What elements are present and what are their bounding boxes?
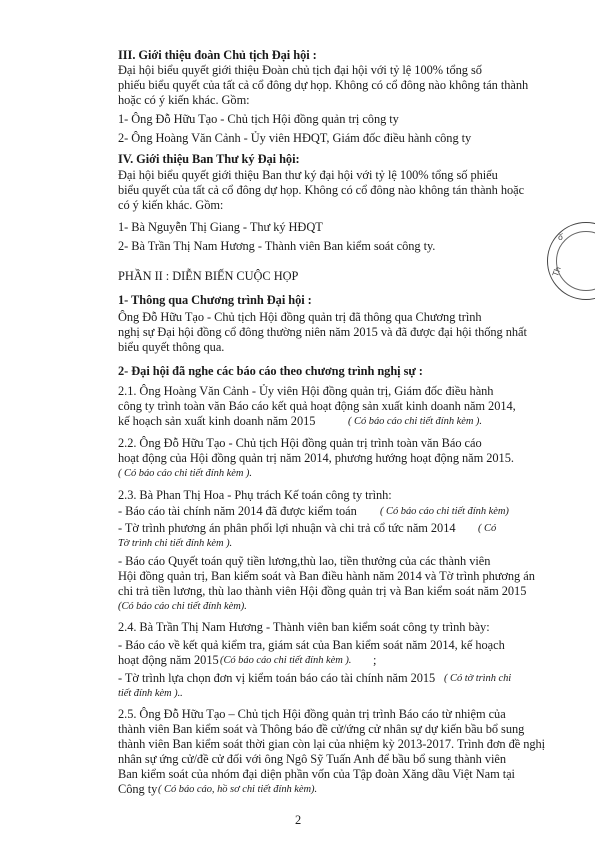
text-line: 2.2. Ông Đỗ Hữu Tạo - Chủ tịch Hội đồng quản trị trình toàn văn Báo cáo	[118, 436, 482, 450]
text-line: nhân sự ứng cử/đề cử đối với ông Ngô Sỹ Tuấn Anh để bầu bổ sung thành viên	[118, 752, 506, 766]
text-line: 2- Đại hội đã nghe các báo cáo theo chương trình nghị sự :	[118, 364, 423, 378]
text-line: công ty trình toàn văn Báo cáo kết quả hoạt động sản xuất kinh doanh năm 2014,	[118, 399, 516, 413]
text-line: thành viên Ban kiểm soát và Thông báo đề cử/ứng cử nhân sự dự kiến bầu bổ sung	[118, 722, 525, 736]
text-line: 1- Ông Đỗ Hữu Tạo - Chủ tịch Hội đồng quản trị công ty	[118, 112, 399, 126]
text-line: 2	[295, 813, 302, 827]
text-line: 1- Bà Nguyễn Thị Giang - Thư ký HĐQT	[118, 220, 323, 234]
text-line: ( Có tờ trình chi	[444, 673, 512, 684]
text-line: III. Giới thiệu đoàn Chủ tịch Đại hội :	[118, 48, 317, 62]
seal-letters-left: Th	[551, 265, 563, 278]
text-line: Ông Đỗ Hữu Tạo - Chủ tịch Hội đồng quản trị đã thông qua Chương trình	[118, 310, 482, 324]
text-line: - Báo cáo Quyết toán quỹ tiền lương,thù lao, tiền thưởng của các thành viên	[118, 554, 491, 568]
text-line: phiếu biểu quyết của tất cả cổ đông dự họp. Không có cổ đông nào không tán thành	[118, 78, 529, 92]
text-line: hoặc có ý kiến khác. Gồm:	[118, 93, 250, 107]
text-line: 2.1. Ông Hoàng Văn Cảnh - Ủy viên Hội đồng quản trị, Giám đốc điều hành	[118, 384, 494, 398]
text-line: IV. Giới thiệu Ban Thư ký Đại hội:	[118, 152, 300, 166]
text-line: Công ty	[118, 782, 158, 796]
text-line: Ban kiểm soát của nhóm đại diện phần vốn của Tập đoàn Xăng dầu Việt Nam tại	[118, 767, 515, 781]
text-line: thành viên Ban kiểm soát thời gian còn lại của nhiệm kỳ 2013-2017. Trình đơn đề nghị	[118, 737, 546, 751]
text-line: Đại hội biểu quyết giới thiệu Đoàn chủ tịch đại hội với tỷ lệ 100% tổng số	[118, 63, 482, 77]
text-line: - Báo cáo về kết quả kiểm tra, giám sát của Ban kiểm soát năm 2014, kế hoạch	[118, 638, 505, 652]
text-line: ;	[373, 653, 377, 667]
text-line: nghị sự Đại hội đồng cổ đông thường niên năm 2015 và đã được đại hội thống nhất	[118, 325, 527, 339]
text-line: ( Có	[478, 523, 497, 534]
text-line: biểu quyết thông qua.	[118, 340, 225, 354]
text-line: Đại hội biểu quyết giới thiệu Ban thư ký đại hội với tỷ lệ 100% tổng số phiếu	[118, 168, 498, 182]
text-line: kế hoạch sản xuất kinh doanh năm 2015	[118, 414, 316, 428]
text-line: - Tờ trình phương án phân phối lợi nhuận và chi trả cổ tức năm 2014	[118, 521, 456, 535]
text-line: PHẦN II : DIỄN BIẾN CUỘC HỌP	[118, 269, 299, 283]
text-line: ( Có báo cáo chi tiết đính kèm ).	[118, 468, 252, 479]
text-line: 2- Bà Trần Thị Nam Hương - Thành viên Ban kiểm soát công ty.	[118, 239, 436, 253]
text-line: ( Có báo cáo, hồ sơ chi tiết đính kèm).	[158, 784, 318, 795]
text-line: - Tờ trình lựa chọn đơn vị kiểm toán báo cáo tài chính năm 2015	[118, 671, 436, 685]
text-line: 2.4. Bà Trần Thị Nam Hương - Thành viên ban kiểm soát công ty trình bày:	[118, 620, 490, 634]
seal-letter-top: ố	[558, 233, 563, 242]
text-line: Tờ trình chi tiết đính kèm ).	[118, 538, 233, 549]
text-line: (Có báo cáo chi tiết đính kèm ).	[220, 655, 352, 666]
text-line: hoạt động năm 2015	[118, 653, 219, 667]
text-line: ( Có báo cáo chi tiết đính kèm ).	[348, 416, 482, 427]
text-line: Hội đồng quản trị, Ban kiểm soát và Ban điều hành năm 2014 và Tờ trình phương án	[118, 569, 535, 583]
text-line: ( Có báo cáo chi tiết đính kèm)	[380, 506, 509, 517]
text-line: 2- Ông Hoàng Văn Cảnh - Ủy viên HĐQT, Giám đốc điều hành công ty	[118, 131, 472, 145]
text-line: 1- Thông qua Chương trình Đại hội :	[118, 293, 312, 307]
text-line: biểu quyết của tất cả cổ đông dự họp. Không có cổ đông nào không tán thành hoặc	[118, 183, 525, 197]
text-line: chi trả tiền lương, thù lao thành viên Hội đồng quản trị và Ban kiểm soát năm 2015	[118, 584, 527, 598]
text-line: tiết đính kèm )..	[118, 688, 183, 699]
text-line: - Báo cáo tài chính năm 2014 đã được kiểm toán	[118, 504, 357, 518]
text-line: (Có báo cáo chi tiết đính kèm).	[118, 601, 247, 612]
text-line: 2.5. Ông Đỗ Hữu Tạo – Chủ tịch Hội đồng quản trị trình Báo cáo từ nhiệm của	[118, 707, 506, 721]
text-line: hoạt động của Hội đồng quản trị năm 2014, phương hướng hoạt động năm 2015.	[118, 451, 514, 465]
text-line: 2.3. Bà Phan Thị Hoa - Phụ trách Kế toán công ty trình:	[118, 488, 392, 502]
text-line: có ý kiến khác. Gồm:	[118, 198, 224, 212]
